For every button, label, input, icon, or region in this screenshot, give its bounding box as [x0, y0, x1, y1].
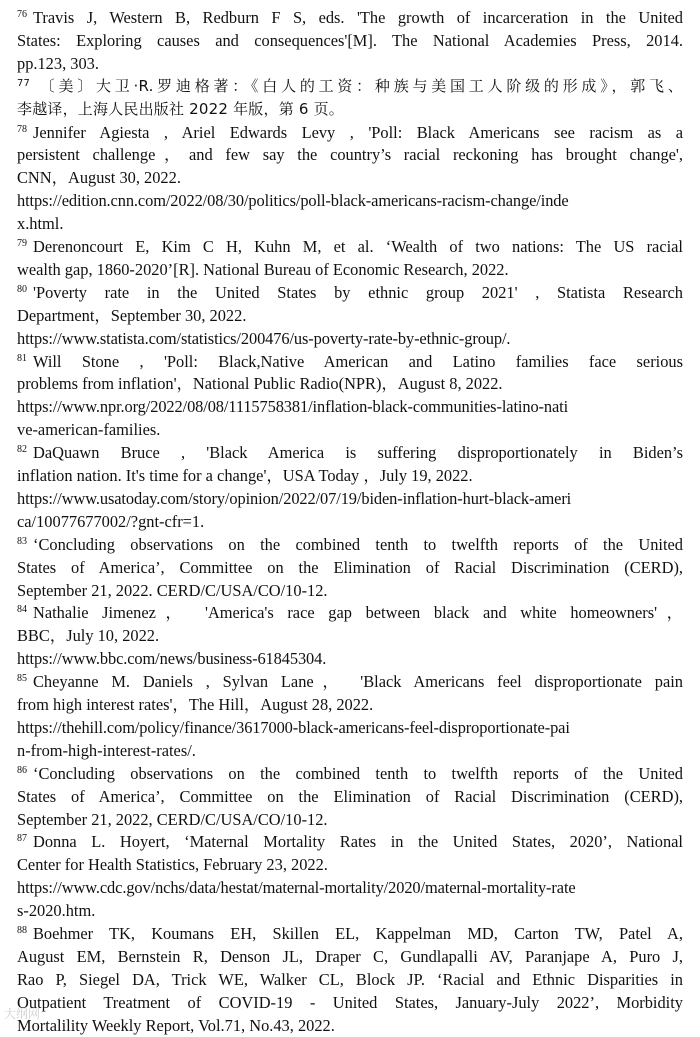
footnote-text: September 21, 2022, CERD/C/USA/CO/10-12.	[17, 809, 328, 829]
footnote-text: https://edition.cnn.com/2022/08/30/politics/poll-black-americans-racism-change/inde	[17, 191, 569, 211]
footnote-text: Travis J, Western B, Redburn F S, eds. 'The growth of incarceration in the United	[33, 8, 683, 27]
footnote-text: pp.123, 303.	[17, 53, 99, 73]
footnote-84-line	[17, 624, 159, 647]
footnote-80-line	[17, 304, 246, 327]
footnote-82-line	[17, 441, 683, 464]
footnote-text: ve-american-families.	[17, 420, 161, 440]
footnote-88-line	[17, 991, 683, 1014]
footnote-82-line	[17, 510, 204, 533]
footnote-80-line	[17, 281, 683, 304]
footnote-85-line	[17, 739, 196, 762]
footnote-87-line	[17, 899, 95, 922]
footnote-number: 79	[17, 238, 27, 249]
footnote-text: problems from inflation'，National Public Radio(NPR)，August 8, 2022.	[17, 374, 503, 394]
footnote-86-line	[17, 762, 683, 785]
footnote-85-line	[17, 693, 373, 716]
footnote-text: https://www.cdc.gov/nchs/data/hestat/maternal-mortality/2020/maternal-mortality-rate	[17, 878, 576, 898]
footnote-text: Rao P, Siegel DA, Trick WE, Walker CL, Block JP. ‘Racial and Ethnic Disparities in	[17, 969, 683, 989]
footnote-number: 85	[17, 673, 27, 685]
footnote-85-line[interactable]	[17, 716, 683, 739]
footnote-84-line[interactable]	[17, 647, 326, 670]
footnote-number: 82	[17, 444, 27, 456]
footnote-text: x.html.	[17, 214, 64, 234]
footnote-86-line	[17, 785, 683, 808]
footnote-text: Nathalie Jimenez， 'America's race gap between black and white homeowners'，	[33, 603, 683, 623]
footnote-83-line	[17, 533, 683, 556]
footnote-88-line	[17, 945, 683, 968]
footnote-text: https://www.bbc.com/news/business-61845304.	[17, 649, 327, 669]
footnote-text: BBC，July 10, 2022.	[17, 626, 160, 646]
footnote-text: ‘Concluding observations on the combined tenth to twelfth reports of the United	[33, 763, 683, 783]
footnote-text: ca/10077677002/?gnt-cfr=1.	[17, 511, 205, 531]
footnote-number: 88	[17, 925, 27, 936]
footnote-85-line	[17, 670, 683, 693]
footnote-82-line[interactable]	[17, 487, 683, 510]
footnote-88-line	[17, 968, 683, 991]
footnote-82-line	[17, 464, 473, 487]
footnote-87-line	[17, 830, 683, 853]
footnote-77-line	[17, 75, 683, 98]
footnote-text: Will Stone , 'Poll: Black,Native American and Latino families face serious	[33, 351, 683, 371]
footnote-79-line	[17, 235, 683, 258]
footnote-88-line	[17, 1014, 335, 1037]
footnote-text: from high interest rates'，The Hill，August 28, 2022.	[17, 695, 374, 714]
footnote-number: 83	[17, 535, 27, 547]
footnote-text: 'Poverty rate in the United States by ethnic group 2021' , Statista Research	[33, 282, 683, 302]
footnote-text: Derenoncourt E, Kim C H, Kuhn M, et al. ‘Wealth of two nations: The US racial	[33, 237, 683, 256]
footnote-text: States of America’, Committee on the Elimination of Racial Discrimination (CERD),	[17, 786, 683, 806]
footnote-80-line[interactable]	[17, 327, 510, 350]
footnote-79-line	[17, 258, 509, 281]
footnote-text: Donna L. Hoyert, ‘Maternal Mortality Rates in the United States, 2020’, National	[33, 832, 683, 852]
footnote-76-line	[17, 6, 683, 29]
footnote-number: 76	[17, 9, 27, 20]
footnote-text: CNN，August 30, 2022.	[17, 168, 181, 188]
footnote-text: Center for Health Statistics, February 23, 2022.	[17, 855, 328, 875]
footnote-text: s-2020.htm.	[17, 901, 96, 921]
footnote-87-line	[17, 853, 328, 876]
footnote-86-line	[17, 808, 328, 831]
footnote-text: inflation nation. It's time for a change'，USA Today ，July 19, 2022.	[17, 466, 473, 485]
footnote-76-line	[17, 29, 683, 52]
footnote-text: 〔美〕大卫·R.罗迪格著：《白人的工资：种族与美国工人阶级的形成》，郭飞、	[36, 76, 683, 95]
footnote-number: 80	[17, 283, 27, 295]
footnote-text: ‘Concluding observations on the combined tenth to twelfth reports of the United	[33, 534, 683, 554]
footnote-78-line	[17, 143, 683, 166]
footnote-text: 李越译，上海人民出版社 2022 年版，第 6 页。	[17, 99, 344, 118]
footnote-text: https://www.npr.org/2022/08/08/1115758381/inflation-black-communities-latino-nati	[17, 397, 569, 417]
footnote-number: 78	[17, 123, 27, 135]
footnote-text: DaQuawn Bruce , 'Black America is suffering disproportionately in Biden’s	[33, 443, 683, 463]
footnote-78-line[interactable]	[17, 189, 683, 212]
watermark: 大纲网	[4, 1007, 41, 1021]
footnote-76-line	[17, 52, 99, 75]
footnote-text: n-from-high-interest-rates/.	[17, 740, 196, 760]
footnote-78-line	[17, 212, 63, 235]
footnote-number: 87	[17, 833, 27, 845]
footnote-number: 77	[17, 77, 31, 89]
footnote-81-line[interactable]	[17, 395, 683, 418]
footnote-text: States: Exploring causes and consequences'[M]. The National Academies Press, 2014.	[17, 30, 683, 50]
footnote-number: 81	[17, 352, 27, 364]
footnote-text: https://www.statista.com/statistics/200476/us-poverty-rate-by-ethnic-group/.	[17, 328, 511, 348]
footnote-78-line	[17, 121, 683, 144]
footnote-number: 84	[17, 604, 27, 616]
footnote-text: Mortalility Weekly Report, Vol.71, No.43, 2022.	[17, 1015, 335, 1035]
footnote-78-line	[17, 166, 181, 189]
footnote-text: Outpatient Treatment of COVID-19 - United States, January-July 2022’, Morbidity	[17, 992, 683, 1012]
footnote-83-line	[17, 556, 683, 579]
footnote-text: https://thehill.com/policy/finance/3617000-black-americans-feel-disproportionate-pai	[17, 717, 570, 737]
footnote-number: 86	[17, 764, 27, 776]
footnote-text: States of America’, Committee on the Elimination of Racial Discrimination (CERD),	[17, 557, 683, 577]
footnote-87-line[interactable]	[17, 876, 683, 899]
footnote-83-line	[17, 579, 328, 602]
footnote-81-line	[17, 418, 160, 441]
footnote-text: Cheyanne M. Daniels , Sylvan Lane， 'Black Americans feel disproportionate pain	[33, 672, 683, 692]
footnote-text: August EM, Bernstein R, Denson JL, Draper C, Gundlapalli AV, Paranjape A, Puro J,	[17, 946, 683, 966]
footnote-81-line	[17, 350, 683, 373]
footnote-text: Department，September 30, 2022.	[17, 305, 247, 325]
footnote-text: Jennifer Agiesta , Ariel Edwards Levy , 'Poll: Black Americans see racism as a	[33, 122, 683, 142]
footnote-text: September 21, 2022. CERD/C/USA/CO/10-12.	[17, 580, 328, 600]
footnote-text: wealth gap, 1860-2020’[R]. National Bureau of Economic Research, 2022.	[17, 259, 509, 279]
footnote-text: Boehmer TK, Koumans EH, Skillen EL, Kappelman MD, Carton TW, Patel A,	[33, 924, 683, 943]
footnote-77-line	[17, 98, 344, 121]
footnote-84-line	[17, 601, 683, 624]
footnote-81-line	[17, 372, 503, 395]
footnote-88-line	[17, 922, 683, 945]
footnote-text: persistent challenge，and few say the country’s racial reckoning has brought change',	[17, 145, 683, 165]
footnote-text: https://www.usatoday.com/story/opinion/2022/07/19/biden-inflation-hurt-black-ameri	[17, 488, 572, 508]
